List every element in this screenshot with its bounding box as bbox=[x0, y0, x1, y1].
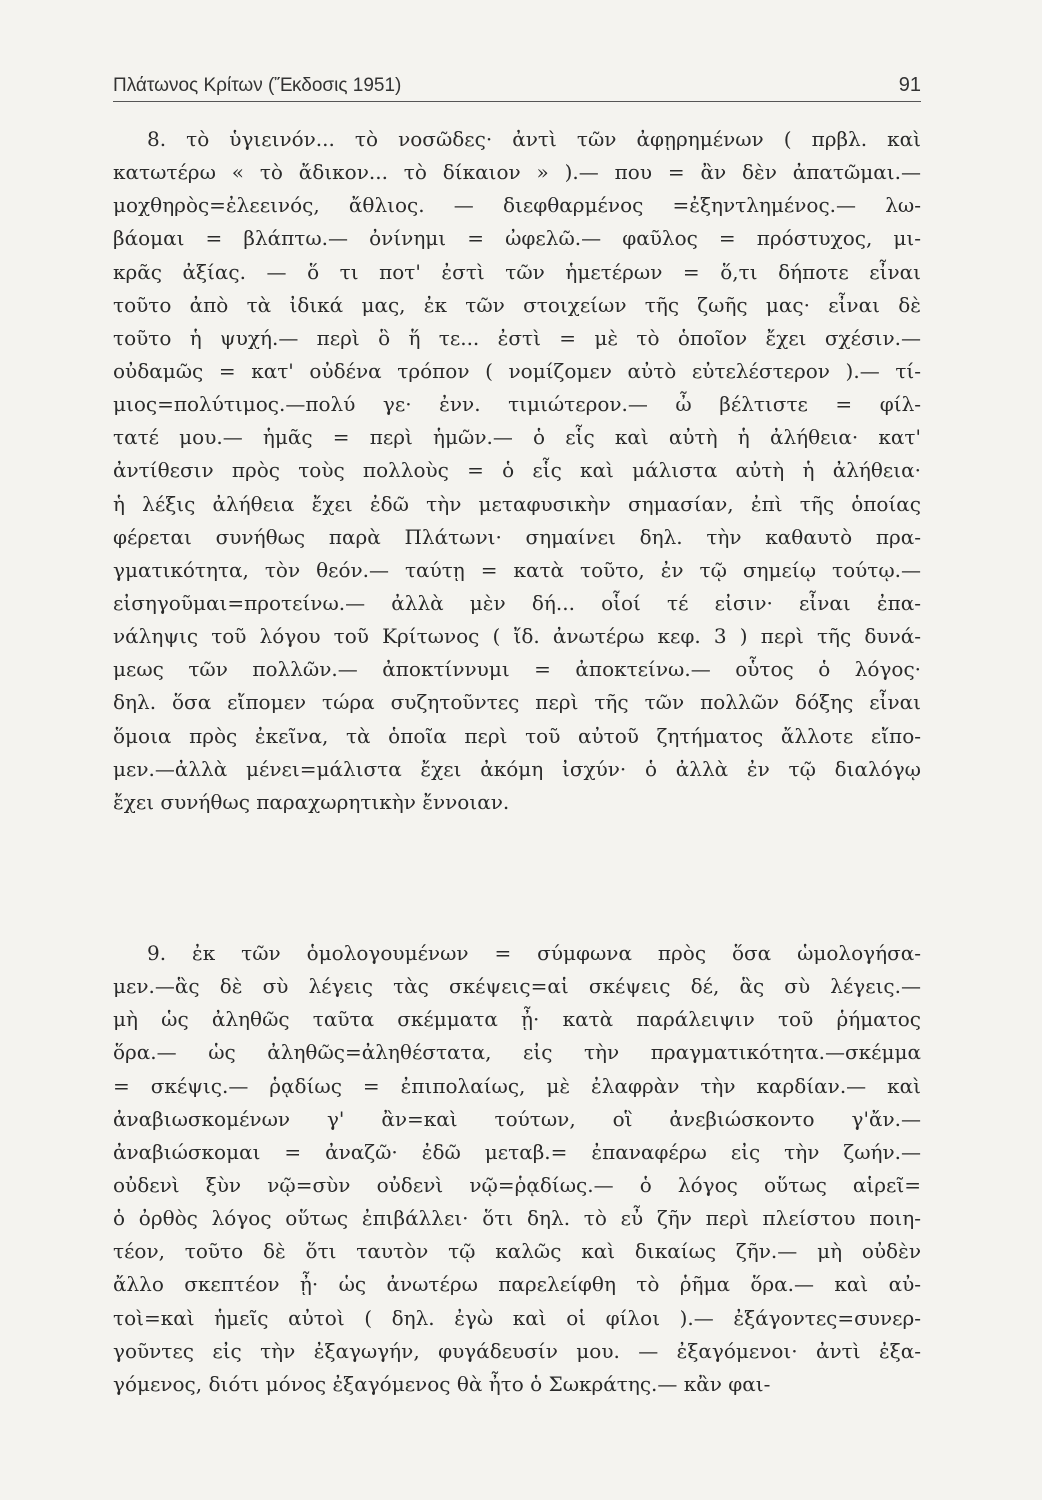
text-line: ὅμοια πρὸς ἐκεῖνα, τὰ ὁποῖα περὶ τοῦ αὐτοῦ ζητήματος ἄλλοτε εἴπο- bbox=[113, 723, 921, 748]
text-line: κατωτέρω « τὸ ἄδικον... τὸ δίκαιον » ).— που = ἂν δὲν ἀπατῶμαι.— bbox=[113, 160, 921, 185]
text-line: ὅρα.— ὡς ἀληθῶς=ἀληθέστατα, εἰς τὴν πραγματικότητα.—σκέμμα bbox=[113, 1040, 921, 1065]
text-line: οὐδενὶ ξὺν νῷ=σὺν οὐδενὶ νῷ=ῥᾳδίως.— ὁ λόγος οὕτως αἱρεῖ= bbox=[113, 1172, 921, 1197]
section-9-commentary bbox=[113, 937, 921, 1401]
running-header bbox=[113, 74, 921, 102]
text-line: ὁ ὀρθὸς λόγος οὕτως ἐπιβάλλει· ὅτι δηλ. τὸ εὖ ζῆν περὶ πλείστου ποιη- bbox=[113, 1206, 921, 1231]
text-line: γόμενος, διότι μόνος ἐξαγόμενος θὰ ἦτο ὁ Σωκράτης.— κἂν φαι- bbox=[113, 1371, 771, 1396]
text-line: ἄλλο σκεπτέον ᾖ· ὡς ἀνωτέρω παρελείφθη τὸ ῥῆμα ὅρα.— καὶ αὐ- bbox=[113, 1272, 921, 1297]
text-line: δηλ. ὅσα εἴπομεν τώρα συζητοῦντες περὶ τῆς τῶν πολλῶν δόξης εἶναι bbox=[113, 690, 921, 715]
text-line: 8. τὸ ὑγιεινόν... τὸ νοσῶδες· ἀντὶ τῶν ἀφῃρημένων ( πρβλ. καὶ bbox=[147, 127, 921, 151]
text-line: μὴ ὡς ἀληθῶς ταῦτα σκέμματα ᾖ· κατὰ παράλειψιν τοῦ ῥήματος bbox=[113, 1007, 921, 1032]
text-line: ἔχει συνήθως παραχωρητικὴν ἔννοιαν. bbox=[113, 789, 510, 814]
text-line: 9. ἐκ τῶν ὁμολογουμένων = σύμφωνα πρὸς ὅσα ὡμολογήσα- bbox=[147, 941, 921, 965]
text-line: ἀντίθεσιν πρὸς τοὺς πολλοὺς = ὁ εἷς καὶ μάλιστα αὐτὴ ἡ ἀλήθεια· bbox=[113, 458, 921, 483]
text-line: τατέ μου.— ἡμᾶς = περὶ ἡμῶν.— ὁ εἷς καὶ αὐτὴ ἡ ἀλήθεια· κατ' bbox=[113, 425, 921, 450]
text-line: ἀναβιωσκομένων γ' ἂν=καὶ τούτων, οἳ ἀνεβιώσκοντο γ'ἄν.— bbox=[113, 1106, 921, 1131]
text-line: εἰσηγοῦμαι=προτείνω.— ἀλλὰ μὲν δή... οἷοί τέ εἰσιν· εἶναι ἐπα- bbox=[113, 590, 921, 615]
page-number: 91 bbox=[898, 74, 921, 96]
text-line: τέον, τοῦτο δὲ ὅτι ταυτὸν τῷ καλῶς καὶ δικαίως ζῆν.— μὴ οὐδὲν bbox=[113, 1239, 921, 1264]
text-line: γοῦντες εἰς τὴν ἐξαγωγήν, φυγάδευσίν μου. — ἐξαγόμενοι· ἀντὶ ἐξα- bbox=[113, 1338, 921, 1363]
text-line: μεν.—ἀλλὰ μένει=μάλιστα ἔχει ἀκόμη ἰσχύν· ὁ ἀλλὰ ἐν τῷ διαλόγῳ bbox=[113, 756, 921, 781]
text-line: γματικότητα, τὸν θεόν.— ταύτῃ = κατὰ τοῦτο, ἐν τῷ σημείῳ τούτῳ.— bbox=[113, 557, 921, 582]
text-line: τοῦτο ἡ ψυχή.— περὶ ὃ ἥ τε... ἐστὶ = μὲ τὸ ὁποῖον ἔχει σχέσιν.— bbox=[113, 325, 921, 350]
section-8-commentary bbox=[113, 123, 921, 819]
text-line: ἡ λέξις ἀλήθεια ἔχει ἐδῶ τὴν μεταφυσικὴν σημασίαν, ἐπὶ τῆς ὁποίας bbox=[113, 491, 921, 516]
header-title: Πλάτωνος Κρίτων (Ἔκδοσις 1951) bbox=[113, 75, 402, 96]
text-line: μοχθηρὸς=ἐλεεινός, ἄθλιος. — διεφθαρμένος =ἐξηντλημένος.— λω- bbox=[113, 193, 921, 218]
text-line: βάομαι = βλάπτω.— ὀνίνημι = ὠφελῶ.— φαῦλος = πρόστυχος, μι- bbox=[113, 226, 921, 251]
text-line: κρᾶς ἀξίας. — ὅ τι ποτ' ἐστὶ τῶν ἡμετέρων = ὅ,τι δήποτε εἶναι bbox=[113, 259, 921, 284]
text-line: φέρεται συνήθως παρὰ Πλάτωνι· σημαίνει δηλ. τὴν καθαυτὸ πρα- bbox=[113, 524, 921, 549]
text-line: μεως τῶν πολλῶν.— ἀποκτίννυμι = ἀποκτείνω.— οὗτος ὁ λόγος· bbox=[113, 657, 921, 682]
text-line: μιος=πολύτιμος.—πολύ γε· ἐνν. τιμιώτερον.— ὦ βέλτιστε = φίλ- bbox=[113, 392, 921, 417]
text-line: νάληψις τοῦ λόγου τοῦ Κρίτωνος ( ἴδ. ἀνωτέρω κεφ. 3 ) περὶ τῆς δυνά- bbox=[113, 624, 921, 649]
text-line: οὐδαμῶς = κατ' οὐδένα τρόπον ( νομίζομεν αὐτὸ εὐτελέστερον ).— τί- bbox=[113, 358, 921, 383]
text-line: = σκέψις.— ῥᾳδίως = ἐπιπολαίως, μὲ ἐλαφρὰν τὴν καρδίαν.— καὶ bbox=[113, 1073, 921, 1098]
text-line: τοὶ=καὶ ἡμεῖς αὐτοὶ ( δηλ. ἐγὼ καὶ οἱ φίλοι ).— ἐξάγοντες=συνερ- bbox=[113, 1305, 921, 1330]
text-line: τοῦτο ἀπὸ τὰ ἰδικά μας, ἐκ τῶν στοιχείων τῆς ζωῆς μας· εἶναι δὲ bbox=[113, 292, 921, 317]
text-line: μεν.—ἃς δὲ σὺ λέγεις τὰς σκέψεις=αἱ σκέψεις δέ, ἃς σὺ λέγεις.— bbox=[113, 974, 921, 999]
text-line: ἀναβιώσκομαι = ἀναζῶ· ἐδῶ μεταβ.= ἐπαναφέρω εἰς τὴν ζωήν.— bbox=[113, 1139, 921, 1164]
